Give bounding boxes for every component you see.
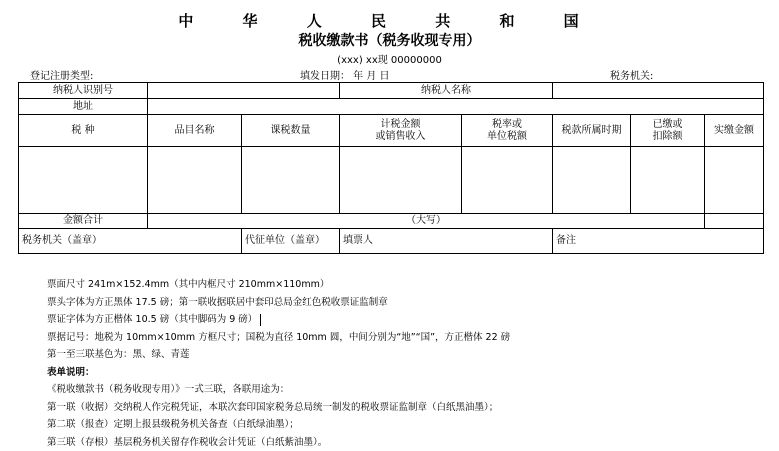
note-line: 票面尺寸 241m×152.4mm（其中内框尺寸 210mm×110mm） xyxy=(47,276,510,294)
col-paid-deducted: 已缴或 扣除额 xyxy=(631,115,705,147)
filler-label: 填票人 xyxy=(340,229,553,254)
cell-taxable-amount[interactable] xyxy=(340,147,462,214)
reg-type-label: 登记注册类型: xyxy=(30,67,93,82)
notes-heading: 表单说明： xyxy=(47,364,510,382)
agent-seal-label: 代征单位（盖章） xyxy=(242,229,340,254)
cell-item-name[interactable] xyxy=(148,147,242,214)
note-line-text: 票证字体为方正楷体 10.5 磅（其中脚码为 9 磅） xyxy=(47,314,257,325)
cell-paid-deducted[interactable] xyxy=(631,147,705,214)
tax-office-seal-label: 税务机关（盖章） xyxy=(19,229,242,254)
cell-actual-paid[interactable] xyxy=(705,147,764,214)
note-line: 第一至三联基色为：黑、绿、青莲 xyxy=(47,346,510,364)
col-actual-paid: 实缴金额 xyxy=(705,115,764,147)
cell-tax-rate[interactable] xyxy=(462,147,553,214)
note-line: 第一联（收据）交纳税人作完税凭证，本联次套印国家税务总局统一制发的税收票证监制章（白纸黑油墨）； xyxy=(47,399,510,417)
table-row xyxy=(19,147,764,214)
text-cursor xyxy=(260,314,261,326)
col-tax-period: 税款所属时期 xyxy=(553,115,631,147)
notes-section xyxy=(47,276,510,451)
taxpayer-name-label: 纳税人名称 xyxy=(340,83,553,99)
cell-quantity[interactable] xyxy=(242,147,340,214)
col-taxable-amount: 计税金额 或销售收入 xyxy=(340,115,462,147)
note-line: 票头字体为方正黑体 17.5 磅；第一联收据联居中套印总局金红色税收票证监制章 xyxy=(47,294,510,312)
form-title: 中 华 人 民 共 和 国 xyxy=(0,10,779,31)
form-subtitle: 税收缴款书（税务收现专用） xyxy=(0,30,779,50)
note-line xyxy=(47,311,510,329)
col-quantity: 课税数量 xyxy=(242,115,340,147)
note-line: 《税收缴款书（税务收现专用）》一式三联，各联用途为： xyxy=(47,381,510,399)
note-line: 票据记号：地税为 10mm×10mm 方框尺寸；国税为直径 10mm 圆，中间分别为“地”“国”，方正楷体 22 磅 xyxy=(47,329,510,347)
total-value[interactable] xyxy=(705,214,764,229)
note-line: 第三联（存根）基层税务机关留存作税收会计凭证（白纸紫油墨）。 xyxy=(47,434,510,451)
taxpayer-name-value[interactable] xyxy=(553,83,764,99)
total-label: 金额合计 xyxy=(19,214,148,229)
tax-payment-form xyxy=(18,82,764,254)
taxpayer-id-value[interactable] xyxy=(148,83,340,99)
remarks-label: 备注 xyxy=(553,229,764,254)
cell-tax-type[interactable] xyxy=(19,147,148,214)
serial-number: (xxx) xx现 00000000 xyxy=(0,51,779,66)
address-label: 地址 xyxy=(19,99,148,115)
cell-tax-period[interactable] xyxy=(553,147,631,214)
fill-date-label: 填发日期： 年 月 日 xyxy=(300,67,390,82)
address-value[interactable] xyxy=(148,99,764,115)
total-uppercase: （大写） xyxy=(148,214,705,229)
note-line: 第二联（报查）定期上报县级税务机关备查（白纸绿油墨）； xyxy=(47,416,510,434)
taxpayer-id-label: 纳税人识别号 xyxy=(19,83,148,99)
col-tax-rate: 税率或 单位税额 xyxy=(462,115,553,147)
col-tax-type: 税 种 xyxy=(19,115,148,147)
tax-office-label: 税务机关: xyxy=(610,67,653,82)
col-item-name: 品目名称 xyxy=(148,115,242,147)
